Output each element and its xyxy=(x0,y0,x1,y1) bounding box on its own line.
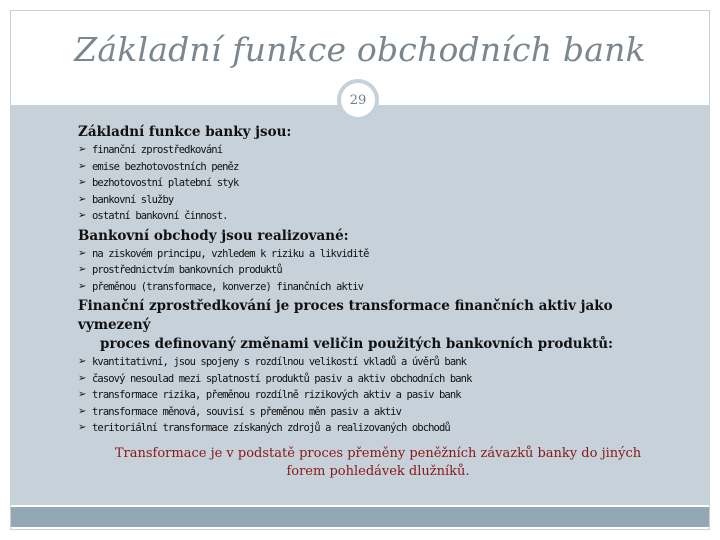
arrow-bullet-icon: ➢ xyxy=(78,247,87,259)
arrow-bullet-icon: ➢ xyxy=(78,144,87,155)
arrow-bullet-icon: ➢ xyxy=(78,372,87,384)
arrow-bullet-icon: ➢ xyxy=(78,193,87,205)
list-item: ➢ bezhotovostní platební styk xyxy=(78,175,688,192)
footer-band xyxy=(11,507,709,527)
arrow-bullet-icon: ➢ xyxy=(78,389,87,400)
list-item: ➢ prostřednictvím bankovních produktů xyxy=(78,262,688,279)
section-heading: Bankovní obchody jsou realizované: xyxy=(78,227,349,244)
arrow-bullet-icon: ➢ xyxy=(78,264,87,275)
heading-line: proces definovaný změnami veličin použitých bankovních produktů: xyxy=(100,336,613,352)
list-item: ➢ ostatní bankovní činnost. xyxy=(78,208,688,225)
arrow-bullet-icon: ➢ xyxy=(78,422,87,433)
list-item: ➢ finanční zprostředkování xyxy=(78,142,688,159)
list-item: ➢ časový nesoulad mezi splatností produktů pasiv a aktiv obchodních bank xyxy=(78,371,688,388)
arrow-bullet-icon: ➢ xyxy=(78,280,87,292)
list-item: ➢ transformace rizika, přeměnou rozdílně rizikových aktiv a pasiv bank xyxy=(78,387,688,404)
conclusion-line: forem pohledávek dlužníků. xyxy=(286,464,470,479)
section-heading: Základní funkce banky jsou: xyxy=(78,124,292,140)
list-item: ➢ bankovní služby xyxy=(78,192,688,209)
arrow-bullet-icon: ➢ xyxy=(78,160,87,172)
bullet-list xyxy=(78,246,688,296)
slide-title: Základní funkce obchodních bank xyxy=(74,30,646,69)
page-number-badge: 29 xyxy=(337,79,379,121)
bullet-list xyxy=(78,354,688,437)
conclusion-line: Transformace je v podstatě proces přeměny peněžních závazků banky do jiných xyxy=(114,446,642,461)
list-item: ➢ na ziskovém principu, vzhledem k riziku a likviditě xyxy=(78,246,688,263)
list-item: ➢ přeměnou (transformace, konverze) finančních aktiv xyxy=(78,279,688,296)
list-item: ➢ transformace měnová, souvisí s přeměnou měn pasiv a aktiv xyxy=(78,404,688,421)
conclusion-text xyxy=(78,445,678,481)
bullet-list xyxy=(78,142,688,225)
arrow-bullet-icon: ➢ xyxy=(78,405,87,417)
heading-line: Finanční zprostředkování je proces transformace finančních aktiv jako vymezený xyxy=(78,298,613,333)
section-heading xyxy=(78,297,688,354)
arrow-bullet-icon: ➢ xyxy=(78,177,87,188)
list-item: ➢ teritoriální transformace získaných zdrojů a realizovaných obchodů xyxy=(78,420,688,437)
arrow-bullet-icon: ➢ xyxy=(78,356,87,367)
slide-body xyxy=(78,123,688,439)
list-item: ➢ emise bezhotovostních peněz xyxy=(78,159,688,176)
arrow-bullet-icon: ➢ xyxy=(78,210,87,221)
list-item: ➢ kvantitativní, jsou spojeny s rozdílnou velikostí vkladů a úvěrů bank xyxy=(78,354,688,371)
